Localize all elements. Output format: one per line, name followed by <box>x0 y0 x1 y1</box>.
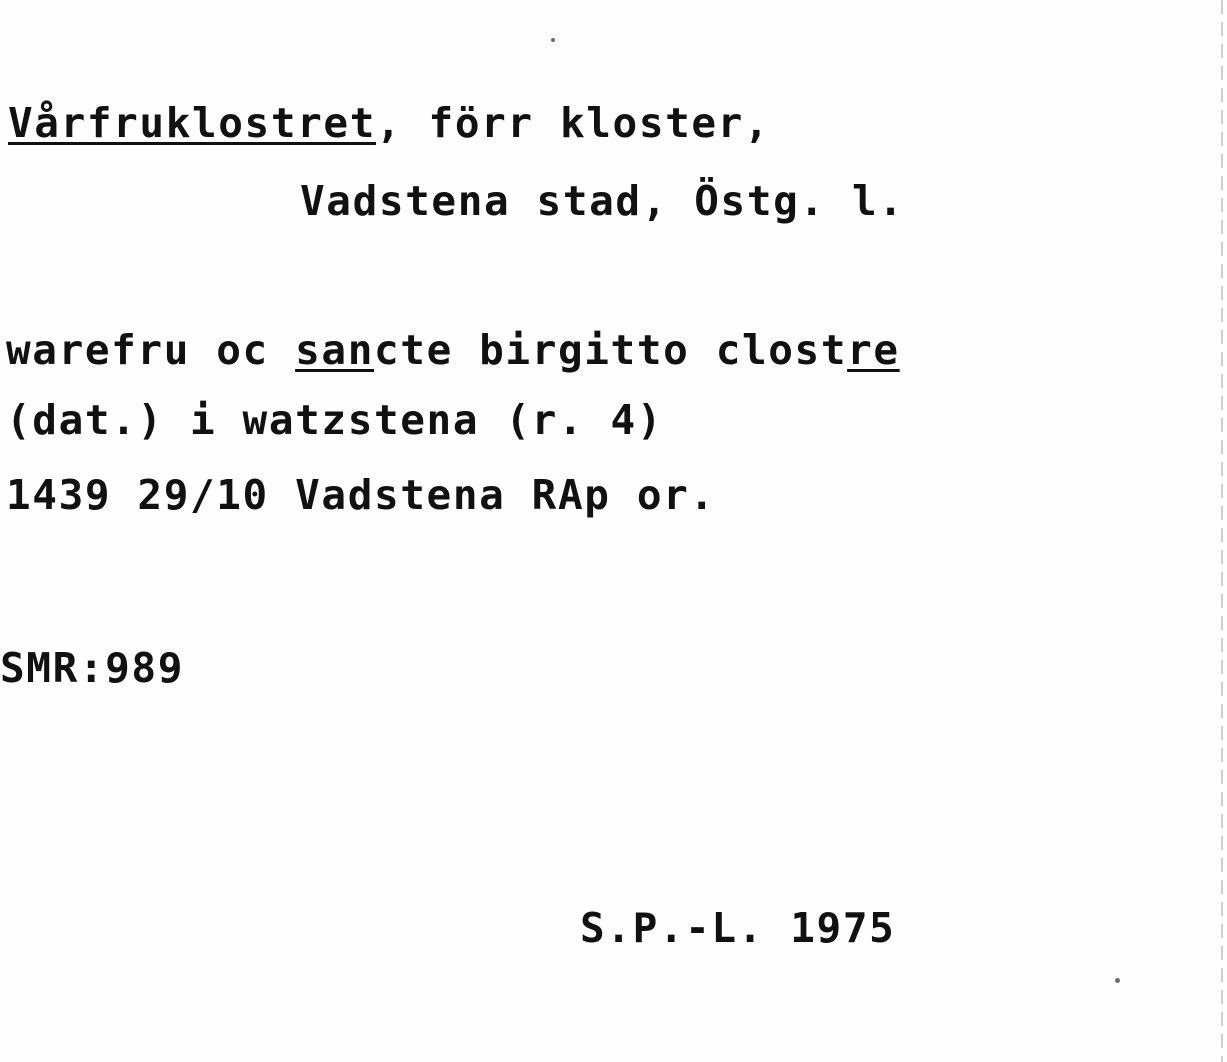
headword-line <box>8 99 771 147</box>
card-edge-marking <box>1221 0 1223 1062</box>
citation-segment: c <box>373 326 401 374</box>
citation-segment-underlined: re <box>847 326 900 374</box>
reference-number: SMR:989 <box>0 644 184 692</box>
citation-line-3: 1439 29/10 Vadstena RAp or. <box>6 471 716 519</box>
citation-segment: warefru oc <box>6 326 296 374</box>
place-line: Vadstena stad, Östg. l. <box>300 177 905 225</box>
scan-speck <box>1115 978 1120 983</box>
citation-segment-underlined: san <box>295 326 374 374</box>
citation-segment: te birgitto clost <box>400 326 848 374</box>
signature-line: S.P.-L. 1975 <box>580 904 896 952</box>
scan-speck <box>551 38 555 42</box>
headword-suffix: , förr kloster, <box>375 99 771 147</box>
citation-line-1 <box>6 326 900 374</box>
citation-line-2: (dat.) i watzstena (r. 4) <box>6 396 664 444</box>
headword: Vårfruklostret <box>8 99 376 147</box>
